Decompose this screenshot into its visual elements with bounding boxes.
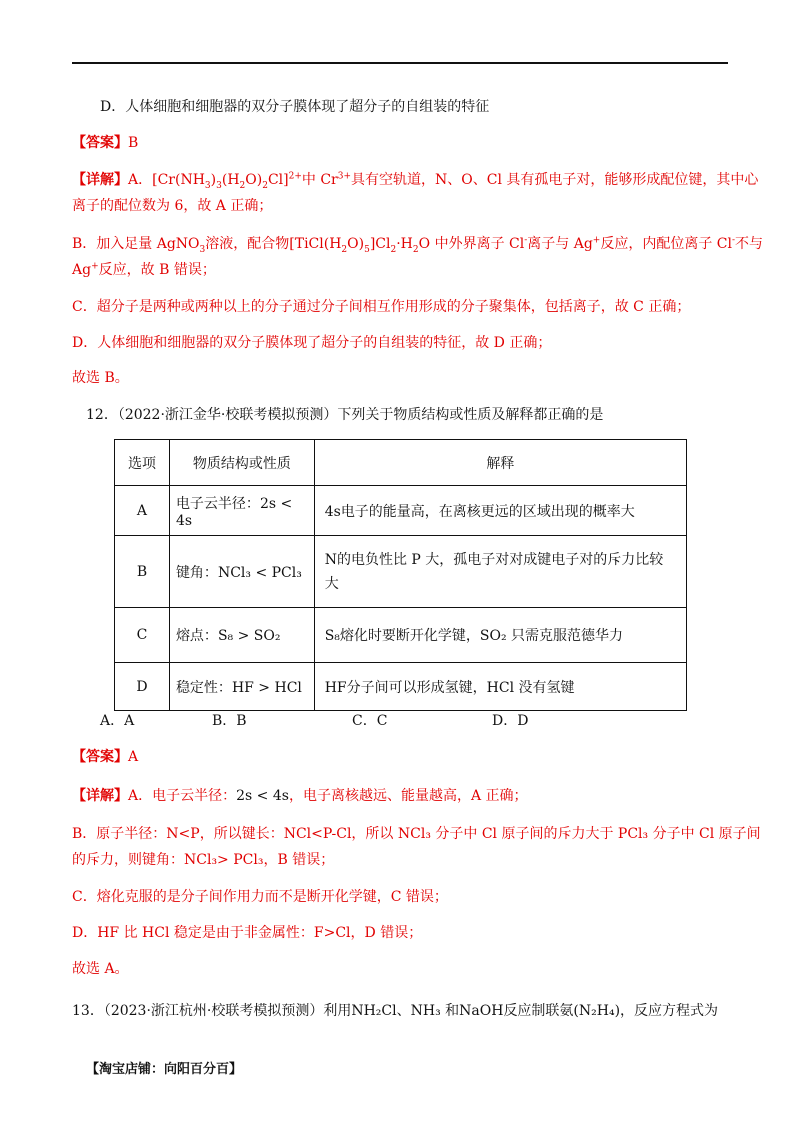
detail-a-text2: 具有空轨道，N、O、Cl 具有孤电子对，能够形成配位键，其中心 bbox=[351, 172, 759, 188]
header-option: 选项 bbox=[115, 440, 170, 486]
table-row bbox=[115, 608, 687, 663]
detail-a-text1: 中 Cr bbox=[301, 172, 338, 188]
answer-value: B bbox=[128, 135, 139, 151]
footer-shop: 【淘宝店铺：向阳百分百】 bbox=[86, 1062, 243, 1077]
row-explanation: 4s电子的能量高，在离核更远的区域出现的概率大 bbox=[314, 486, 686, 536]
detail-tag: 【详解】 bbox=[72, 172, 128, 188]
complex-formula: $[Cr(NH_3)_3(H_2O)_2Cl]^{2+}$ bbox=[152, 171, 302, 191]
q12-detail-d: D．HF 比 HCl 稳定是由于非金属性：F>Cl，D 错误； bbox=[72, 925, 423, 941]
q12-options-table bbox=[114, 439, 687, 711]
answer-tag: 【答案】 bbox=[72, 135, 128, 151]
header-property: 物质结构或性质 bbox=[169, 440, 314, 486]
answer-tag: 【答案】 bbox=[72, 749, 128, 765]
q12-choice-b: B．B bbox=[212, 713, 247, 729]
q11-detail-d: D．人体细胞和细胞器的双分子膜体现了超分子的自组装的特征，故 D 正确； bbox=[72, 335, 552, 351]
q12-detail-b-line2: 的斥力，则键角：NCl₃> PCl₃，B 错误； bbox=[72, 852, 335, 868]
row-property: 稳定性：HF > HCl bbox=[169, 663, 314, 711]
table-row bbox=[115, 486, 687, 536]
q13-stem: 13．（2023·浙江杭州·校联考模拟预测）利用NH₂Cl、NH₃ 和NaOH反应制联氨(N₂H₄)，反应方程式为 bbox=[72, 1003, 719, 1019]
q12-answer-line bbox=[72, 747, 138, 767]
row-explanation: HF分子间可以形成氢键，HCl 没有氢键 bbox=[314, 663, 686, 711]
cr-charge: 3+ bbox=[337, 171, 352, 182]
header-explanation: 解释 bbox=[314, 440, 686, 486]
q12-choice-a: A．A bbox=[100, 713, 135, 729]
header-rule bbox=[72, 62, 728, 64]
q12-detail-b-line1: B．原子半径：N<P，所以键长：NCl<P-Cl，所以 NCl₃ 分子中 Cl 原子间的斥力大于 PCl₃ 分子中 Cl 原子间 bbox=[72, 826, 761, 842]
q12-detail-c: C．熔化克服的是分子间作用力而不是断开化学键，C 错误； bbox=[72, 889, 448, 905]
detail-tag: 【详解】 bbox=[72, 788, 128, 804]
q11-detail-b-line2: Ag+反应，故 B 错误； bbox=[72, 261, 216, 278]
q12-conclusion: 故选 A。 bbox=[72, 961, 129, 977]
row-explanation: N的电负性比 P 大，孤电子对对成键电子对的斥力比较 大 bbox=[314, 536, 686, 608]
table-row bbox=[115, 663, 687, 711]
q11-detail-a-line2: 离子的配位数为 6，故 A 正确； bbox=[72, 198, 273, 214]
q11-conclusion: 故选 B。 bbox=[72, 370, 129, 386]
table-row bbox=[115, 536, 687, 608]
row-option: C bbox=[115, 608, 170, 663]
row-option: A bbox=[115, 486, 170, 536]
row-property: 电子云半径：2s < 4s bbox=[169, 486, 314, 536]
detail-a-prefix: A． bbox=[128, 172, 153, 188]
q11-detail-b-line1: B．加入足量 AgNO$_3$溶液，配合物$[TiCl(H_2O)_5]Cl_2\cdot H_2O$ 中外界离子 Cl-离子与 Ag+反应，内配位离子 Cl-不与 bbox=[72, 235, 764, 255]
q12-detail-a: 【详解】A．电子云半径：2s < 4s，电子离核越远、能量越高，A 正确； bbox=[72, 788, 528, 804]
q12-stem: 12．（2022·浙江金华·校联考模拟预测）下列关于物质结构或性质及解释都正确的是 bbox=[86, 407, 604, 423]
q11-detail-c: C．超分子是两种或两种以上的分子通过分子间相互作用形成的分子聚集体，包括离子，故 C 正确； bbox=[72, 299, 691, 315]
row-option: B bbox=[115, 536, 170, 608]
q12-choice-d: D．D bbox=[492, 713, 529, 729]
q11-detail-a-line1 bbox=[72, 170, 758, 190]
row-explanation: S₈熔化时要断开化学键，SO₂ 只需克服范德华力 bbox=[314, 608, 686, 663]
q11-answer-line bbox=[72, 133, 138, 153]
table-header-row bbox=[115, 440, 687, 486]
row-property: 键角：NCl₃ < PCl₃ bbox=[169, 536, 314, 608]
row-option: D bbox=[115, 663, 170, 711]
row-property: 熔点：S₈ > SO₂ bbox=[169, 608, 314, 663]
q12-choice-c: C．C bbox=[352, 713, 388, 729]
answer-value: A bbox=[128, 749, 139, 765]
q11-option-d: D．人体细胞和细胞器的双分子膜体现了超分子的自组装的特征 bbox=[100, 99, 490, 115]
